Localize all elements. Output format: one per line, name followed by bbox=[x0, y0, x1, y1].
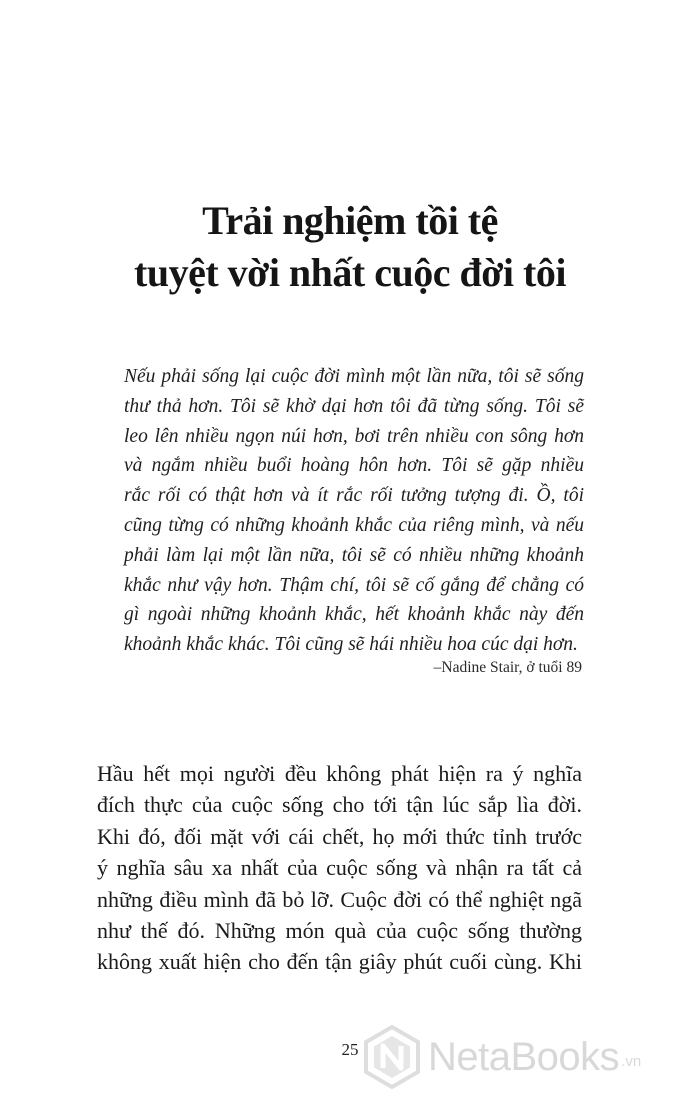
body-line: như thế đó. Những món quà của cuộc sống thường bbox=[97, 918, 582, 944]
epigraph-line: leo lên nhiều ngọn núi hơn, bơi trên nhiều con sông hơn bbox=[124, 425, 584, 447]
watermark-suffix: .vn bbox=[621, 1053, 642, 1070]
epigraph-line: khoảnh khắc khác. Tôi cũng sẽ hái nhiều hoa cúc dại hơn. bbox=[124, 634, 578, 656]
body-line: không xuất hiện cho đến tận giây phút cuối cùng. Khi bbox=[97, 949, 582, 975]
chapter-title bbox=[0, 195, 700, 299]
body-line: Khi đó, đối mặt với cái chết, họ mới thức tỉnh trước bbox=[97, 823, 582, 849]
chapter-title-line-2: tuyệt vời nhất cuộc đời tôi bbox=[134, 250, 566, 295]
epigraph-attribution: –Nadine Stair, ở tuổi 89 bbox=[433, 659, 582, 676]
epigraph-line: gì ngoài những khoảnh khắc, hết khoảnh khắc này đến bbox=[124, 604, 584, 626]
body-line: ý nghĩa sâu xa nhất của cuộc sống và nhận ra tất cả bbox=[97, 855, 582, 881]
watermark bbox=[362, 1022, 641, 1092]
epigraph-line: Nếu phải sống lại cuộc đời mình một lần nữa, tôi sẽ sống bbox=[124, 366, 584, 387]
epigraph-line: cũng từng có những khoảnh khắc của riêng mình, và nếu bbox=[124, 514, 584, 536]
body-line: Hầu hết mọi người đều không phát hiện ra ý nghĩa bbox=[97, 761, 582, 786]
epigraph-line: rắc rối có thật hơn và ít rắc rối tưởng tượng đi. Ồ, tôi bbox=[124, 485, 584, 507]
watermark-brand: NetaBooks bbox=[428, 1034, 620, 1079]
netabooks-logo-icon bbox=[362, 1024, 422, 1090]
epigraph-line: phải làm lại một lần nữa, tôi sẽ có nhiều những khoảnh bbox=[124, 544, 584, 566]
epigraph-line: thư thả hơn. Tôi sẽ khờ dại hơn tôi đã từng sống. Tôi sẽ bbox=[124, 395, 584, 417]
body-paragraph bbox=[97, 758, 582, 978]
epigraph-line: và ngắm nhiều buổi hoàng hôn hơn. Tôi sẽ gặp nhiều bbox=[124, 455, 584, 477]
body-line: những điều mình đã bỏ lỡ. Cuộc đời có thể nghiệt ngã bbox=[97, 886, 582, 912]
epigraph-line: khắc như vậy hơn. Thậm chí, tôi sẽ cố gắng để chẳng có bbox=[124, 574, 584, 596]
page-number: 25 bbox=[341, 1040, 359, 1059]
body-line: đích thực của cuộc sống cho tới tận lúc sắp lìa đời. bbox=[97, 792, 582, 818]
chapter-title-line-1: Trải nghiệm tồi tệ bbox=[202, 198, 498, 243]
epigraph-quote bbox=[124, 362, 584, 660]
